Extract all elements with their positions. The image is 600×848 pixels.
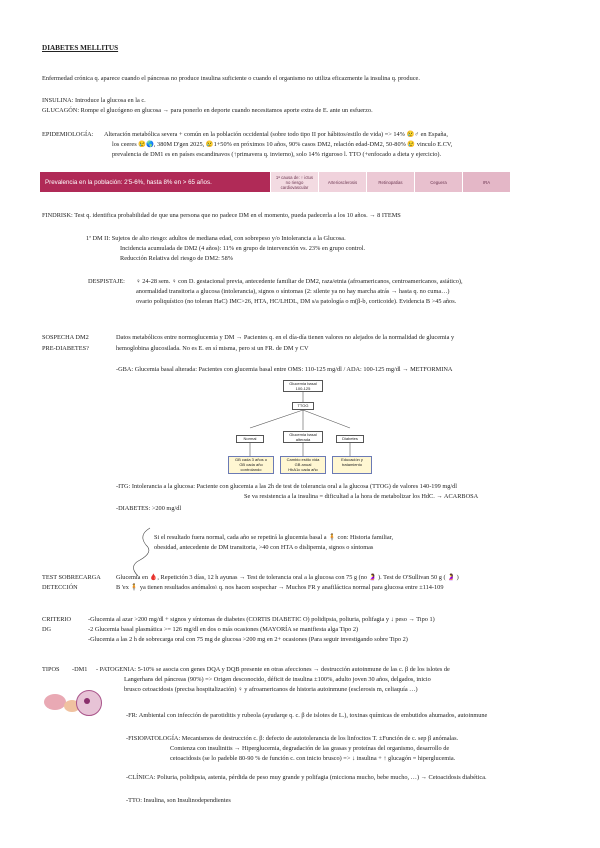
dm1-label: -DM1 [72, 666, 88, 673]
flow-result-gba: Cambio estilo vida GB anual HbA1c cada año [280, 456, 326, 474]
epidemio-label: EPIDEMIOLOGÍA: [42, 131, 94, 138]
page-title: DIABETES MELLITUS [42, 44, 119, 52]
test-line1: Glucemia en 🩸, Repetición 3 días, 12 h ayunas → Test de tolerancia oral a la glucosa con 75 g (no 🤰 ). Test de O'Sullivan 50 g ( 🤰 ) [116, 574, 459, 581]
dg-label: DG [42, 626, 52, 633]
dm2-line2: Incidencia acumulada de DM2 (4 años): 11% en grupo de intervención vs. 23% en grupo control. [120, 245, 366, 252]
normal-line2: obesidad, antecedente de DM transitoria, >40 con HTA o dislipemia, signos o síntomas [154, 544, 374, 551]
prevalence-cell-3: Retinopatías [366, 172, 414, 192]
criterio-line1: -Glucemia al azar >200 mg/dl + signos y síntomas de diabetes (CORTIS DIABETIC O) polidipsia, poliuria, polifagia y ↓ peso → Tipo 1) [88, 616, 435, 623]
criterio-line3: -Glucemia a las 2 h de sobrecarga oral con 75 mg de glucosa >200 mg en 2+ ocasiones (Para seguir investigando sobre Tipo 2) [88, 636, 408, 643]
prediabetes-label: PRE-DIABETES? [42, 345, 89, 352]
flow-normal: Normal [236, 435, 264, 443]
fisiopatologia-line2: Comienza con insulinitis → Hiperglucemia, degradación de las grasas y proteínas del organismo, desarrollo de [170, 745, 450, 752]
findrisk-text: FINDRISK: Test q. identifica probabilidad de que una persona que no padece DM en el momento, pueda padecerla a los 10 años. → 8 ITEMS [42, 212, 401, 219]
flow-glucemia-basal: Glucemia basal 100-125 [283, 380, 323, 392]
prevalence-cell-5: IRA [462, 172, 510, 192]
epidemio-line3: prevalencia de DM1 es en países escandinavos (↑primavera q. invierno), solo 14% riguroso l. TTO (+enfocado a dieta y ejercicio). [112, 151, 442, 158]
prevalence-main: Prevalencia en la población: 2'5-6%, hasta 8% en > 65 años. [40, 172, 270, 192]
epidemio-line1: Alteración metabólica severa + común en la población occidental (sobre todo tipo II por hábitos/estilo de vida) => 14% 😢♂ en España, [104, 131, 448, 138]
prevalence-cell-1: 1ª causa de: ↑ ictus no riesgo cardiovascular [270, 172, 318, 192]
prevalence-cell-2: Arteriosclerosis [318, 172, 366, 192]
insulina-text: INSULINA: Introduce la glucosa en la c. [42, 97, 146, 104]
dm2-line3: Reducción Relativa del riesgo de DM2: 58% [120, 255, 233, 262]
epidemio-line2: los ceeres 😢🌎, 380M D'gen 2025, 😢1+50% en próximos 10 años, 90% casos DM2, relación edad-DM2, 50-80% 😢 vinculo E.CV, [112, 141, 453, 148]
glucagon-text: GLUCAGÓN: Rompe el glucógeno en glucosa → para ponerlo en deporte cuando necesitamos aporte extra de E. ante un esfuerzo. [42, 107, 373, 114]
intro-text: Enfermedad crónica q. aparece cuando el páncreas no produce insulina suficiente o cuando el organismo no utiliza eficazmente la insulina q. produce. [42, 75, 420, 82]
sospecha-line2: hemoglobina glucosilada. No es E. en sí misma, pero si un FR. de DM y CV [116, 345, 309, 352]
flow-gba: Glucemia basal alterada [283, 431, 323, 443]
patogenia-line3: brusco cetoacidosis (precisa hospitalización) ♀ y afroamericanos de historia autoinmune (esclerosis m, celiaquía …) [124, 686, 418, 693]
tipos-label: TIPOS [42, 666, 60, 673]
deteccion-label: DETECCIÓN [42, 584, 78, 591]
test-line2: B 'ex 🧍 ya tienen resultados anómalos\ q. nos hacen sospechar → Muchos FR y anafiláctica normal para glucosa entre ±114-109 [116, 584, 444, 591]
despistaje-label: DESPISTAJE: [88, 278, 125, 285]
fr-text: -FR: Ambiental con infección de parotiditis y rubeola (ayudarqe q. c. β de islotes de L.), toxinas químicas de embutidos ahumados, autoinmune [126, 712, 488, 719]
flow-result-diabetes: Educación y tratamiento [332, 456, 372, 474]
pancreas-illustration [44, 694, 66, 710]
flow-diabetes: Diabetes [336, 435, 364, 443]
flow-result-normal: GB cada 3 años o GB cada año controlando [228, 456, 274, 474]
fisiopatologia-line3: cetoacidosis (se lo padeble 80-90 % de función c. con inicio brusco) => ↓ insulina + ↑ glucagón = hiperglucemia. [170, 755, 456, 762]
prevalence-cell-4: Ceguera [414, 172, 462, 192]
gba-text: -GBA: Glucemia basal alterada: Pacientes con glucemia basal entre OMS: 110-125 mg/dl / ADA: 100-125 mg/dl → METFORMINA [116, 366, 453, 373]
patogenia-line2: Langerhans del páncreas (90%) => Origen desconocido, déficit de insulina ±100%, adulto joven 30 años, delgados, inicio [124, 676, 431, 683]
despistaje-line1: ♀ 24-28 sem. ♀ con D. gestacional previa, antecedente familiar de DM2, raza/etnia (afroamericanos, centroamericanos, asiático), [136, 278, 463, 285]
criterio-line2: -2 Glucemia basal plasmática >= 126 mg/dl en dos o más ocasiones (MAYORÍA se manifiesta alga Tipo 2) [88, 626, 359, 633]
despistaje-line3: ovario poliquístico (no toleran HaC) IMC>26, HTA, HC/LHDL, DM s/a patología o m(β-b, corticoide). Evidencia B >45 años. [136, 298, 457, 305]
despistaje-line2: anormalidad transitoria a glucosa (intolerancia), signos o síntomas (2: silente ya no hay marcha atrás → hasta q. no cuma…) [136, 288, 450, 295]
test-label: TEST SOBRECARGA [42, 574, 101, 581]
normal-line1: Si el resultado fuera normal, cada año se repetirá la glucemia basal a 🧍 con: Historia familiar, [154, 534, 394, 541]
cell-nucleus-icon [84, 698, 90, 704]
patogenia-line1: - PATOGENIA: 5-10% se asocia con genes DQA y DQB presente en otras afecciones → destrucción autoinmune de las c. β de los islotes de [96, 666, 450, 673]
itg-line2: Se va resistencia a la insulina = dificultad a la hora de metabolizar los HdC. → ACARBOSA [244, 493, 479, 500]
diabetes-threshold: -DIABETES: >200 mg/dl [116, 505, 182, 512]
sospecha-label: SOSPECHA DM2 [42, 334, 89, 341]
flow-ttog: TTOG [292, 402, 314, 410]
tto-text: -TTO: Insulina, son Insulinodependientes [126, 797, 231, 804]
criterio-label: CRITERIO [42, 616, 72, 623]
fisiopatologia-line1: -FISIOPATOLOGÍA: Mecanismos de destrucción c. β: defecto de autotolerancia de los linfocitos T. ±Función de c. sep β anómalas. [126, 735, 459, 742]
clinica-text: -CLÍNICA: Poliuria, polidipsia, astenia, pérdida de peso muy grande y polifagia (micciona mucho, bebe mucho, …) → Cetoacidosis diabética. [126, 774, 487, 781]
dm2-line1: 1ª DM II: Sujetos de alto riesgo: adultos de mediana edad, con sobrepeso y/o Intolerancia a la Glucosa. [86, 235, 346, 242]
sospecha-line1: Datos metabólicos entre normoglucemia y DM → Pacientes q. en el día-día tienen valores no alejados de la normalidad de glucemia y [116, 334, 455, 341]
itg-line1: -ITG: Intolerancia a la glucosa: Paciente con glucemia a las 2h de test de tolerancia oral a la glucosa (TTOG) de valores 140-199 mg/dl [116, 483, 458, 490]
